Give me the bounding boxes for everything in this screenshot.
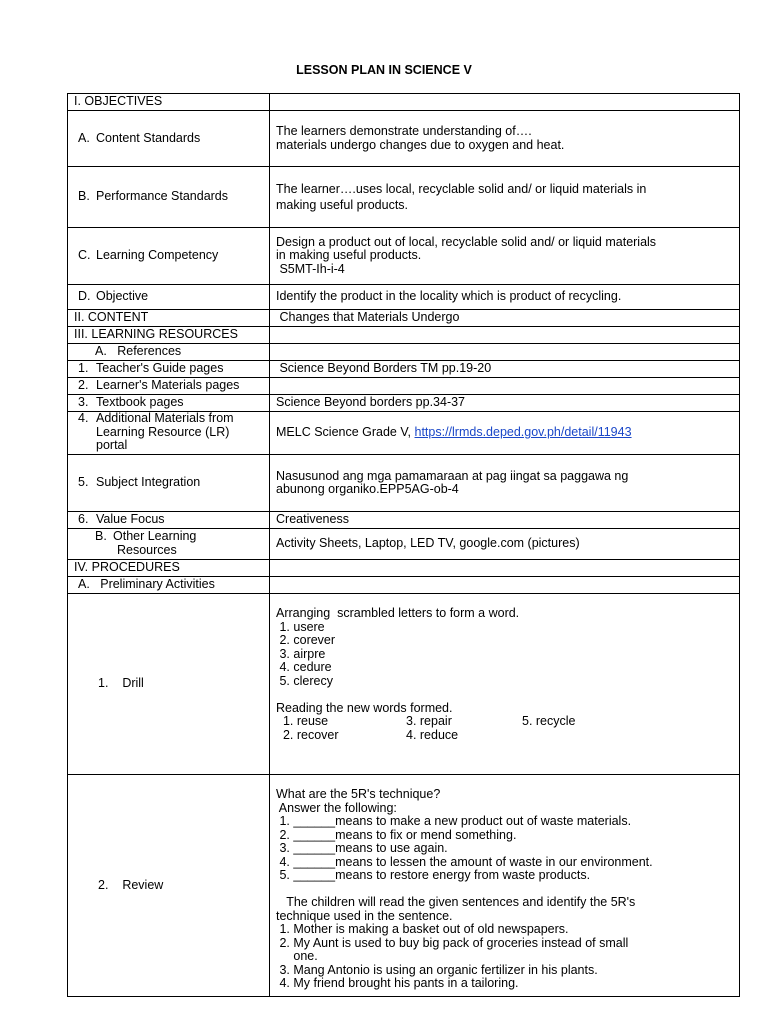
review-label: 2. Review (68, 775, 270, 996)
document-title: LESSON PLAN IN SCIENCE V (296, 63, 472, 77)
content-standards-row: A. Content Standards The learners demonstrate understanding of…. materials undergo changes due to oxygen and heat. (68, 111, 740, 167)
drill-row: 1. Drill Arranging scrambled letters to form a word. 1. usere 2. corever 3. airpre 4. cedure 5. clerecy Reading the new words formed. 1. reuse 3. repair 5. recycle 2. recover 4. reduce (68, 594, 740, 775)
lesson-plan-table (67, 93, 740, 997)
objective-label: Objective (96, 289, 149, 304)
objectives-header-row (68, 94, 740, 111)
procedures-header-row (68, 560, 740, 577)
references-row (68, 344, 740, 361)
additional-materials-row: 4. Additional Materials from Learning Resource (LR) portal MELC Science Grade V, https://lrmds.deped.gov.ph/detail/11943 (68, 412, 740, 455)
performance-standards-label: Performance Standards (96, 189, 229, 204)
performance-standards-row: B. Performance Standards The learner….uses local, recyclable solid and/ or liquid materials in making useful products. (68, 167, 740, 228)
learning-competency-row: C. Learning Competency Design a product out of local, recyclable solid and/ or liquid materials in making useful products. S5MT-Ih-i-4 (68, 228, 740, 285)
learning-competency-label: Learning Competency (96, 248, 219, 263)
value-focus-row: 6. Value Focus Creativeness (68, 512, 740, 529)
procedures-header: IV. PROCEDURES (68, 560, 270, 576)
objective-value: Identify the product in the locality which is product of recycling. (270, 285, 740, 309)
learning-resources-header: III. LEARNING RESOURCES (68, 327, 270, 343)
content-header: II. CONTENT (68, 310, 270, 326)
objectives-header: I. OBJECTIVES (68, 94, 270, 110)
learners-materials-row: 2. Learner's Materials pages (68, 378, 740, 395)
subject-integration-row: 5. Subject Integration Nasusunod ang mga pamamaraan at pag iingat sa paggawa ng abunong organiko.EPP5AG-ob-4 (68, 455, 740, 512)
textbook-row: 3. Textbook pages Science Beyond borders pp.34-37 (68, 395, 740, 412)
lrmds-link[interactable]: https://lrmds.deped.gov.ph/detail/11943 (414, 425, 632, 440)
content-standards-label: Content Standards (96, 130, 201, 145)
drill-label: 1. Drill (68, 594, 270, 774)
preliminary-label: A. Preliminary Activities (68, 577, 270, 593)
other-resources-row: B. Other Learning Resources Activity Sheets, Laptop, LED TV, google.com (pictures) (68, 529, 740, 560)
references-label: A. References (68, 344, 270, 360)
content-value: Changes that Materials Undergo (270, 310, 740, 326)
objective-row: D. Objective Identify the product in the locality which is product of recycling. (68, 285, 740, 310)
preliminary-row (68, 577, 740, 594)
teachers-guide-row: 1. Teacher's Guide pages Science Beyond Borders TM pp.19-20 (68, 361, 740, 378)
review-row: 2. Review What are the 5R's technique? Answer the following: 1. ______means to make a new product out of waste materials. 2. ______means to fix or mend something. 3. ______means to use again. 4. ______means to lessen the amount of waste in our environment. 5. ______means to restore energy from waste products. The children will read the given sentences and identify the 5R's technique used in the sentence. 1. Mother is making a basket out of old newspapers. 2. My Aunt is used to buy big pack of groceries instead of small one. 3. Mang Antonio is using an organic fertilizer in his plants. 4. My friend brought his pants in a tailoring. (68, 775, 740, 997)
learning-resources-header-row (68, 327, 740, 344)
content-row (68, 310, 740, 327)
